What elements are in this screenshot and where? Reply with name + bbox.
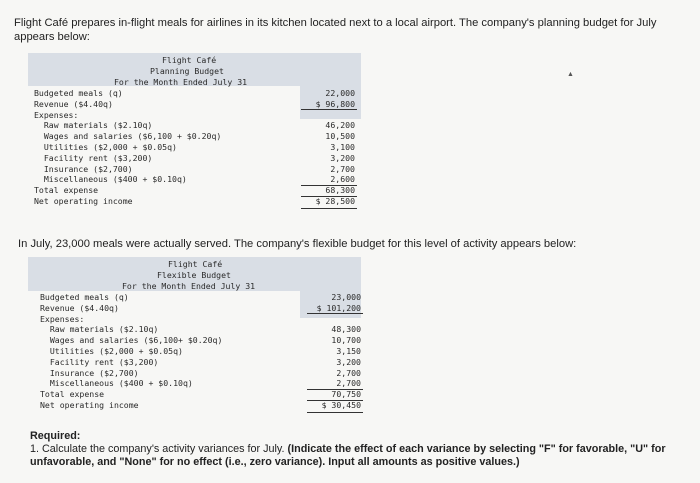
- required-instruction-bold: (Indicate the effect of each variance by selecting "F" for favorable, "U" for unfavorable, and "None" for no effect (i.e., zero variance). Input all amounts as positive values.): [30, 443, 666, 468]
- flexible-row-value: 10,700: [331, 335, 361, 346]
- flexible-row-value: 23,000: [331, 292, 361, 302]
- flexible-subtitle: Flexible Budget: [157, 270, 231, 280]
- planning-row-value: $ 28,500: [315, 196, 355, 206]
- flexible-row-label: Total expense: [40, 389, 105, 400]
- required-section: [30, 430, 680, 469]
- planning-row-value: 68,300: [325, 185, 355, 196]
- flexible-row-value: $ 30,450: [321, 400, 361, 410]
- planning-row-value: $ 96,800: [315, 98, 355, 109]
- planning-row-label: Wages and salaries ($6,100 + $0.20q): [34, 131, 222, 142]
- flexible-row-value: 48,300: [331, 324, 361, 335]
- flexible-total-rule: [307, 313, 363, 314]
- planning-double-rule: [301, 208, 357, 209]
- required-heading: Required:: [30, 430, 81, 442]
- planning-row-label: Net operating income: [34, 196, 133, 206]
- planning-row-value: 3,200: [330, 152, 355, 163]
- flexible-row-value: 2,700: [336, 378, 361, 389]
- planning-row-label: Raw materials ($2.10q): [34, 120, 153, 131]
- planning-total-rule: [301, 109, 357, 110]
- planning-row-label: Expenses:: [34, 109, 79, 120]
- flexible-row-value: 2,700: [336, 367, 361, 378]
- planning-row-label: Facility rent ($3,200): [34, 152, 153, 163]
- flexible-row-label: Miscellaneous ($400 + $0.10q): [40, 378, 193, 389]
- flexible-row-label: Expenses:: [40, 313, 85, 324]
- planning-subtitle: Planning Budget: [150, 66, 224, 76]
- flexible-row-value: 3,200: [336, 356, 361, 367]
- planning-period: For the Month Ended July 31: [114, 77, 248, 87]
- planning-row-value: 3,100: [330, 142, 355, 152]
- problem-intro: Flight Café prepares in-flight meals for airlines in its kitchen located next to a local airport. The company's planning budget for July appears below:: [14, 17, 657, 43]
- flexible-double-rule: [307, 412, 363, 413]
- required-instruction: 1. Calculate the company's activity variances for July.: [30, 443, 288, 455]
- planning-row-label: Revenue ($4.40q): [34, 98, 113, 109]
- flexible-row-value: $ 101,200: [316, 302, 361, 313]
- planning-row-value: 2,700: [330, 163, 355, 174]
- planning-title: Flight Café: [162, 55, 217, 65]
- flexible-intro: In July, 23,000 meals were actually served. The company's flexible budget for this level of activity appears below:: [18, 238, 577, 250]
- flexible-title: Flight Café: [168, 259, 223, 269]
- cursor-mark: ▲: [567, 71, 574, 78]
- flexible-period: For the Month Ended July 31: [122, 281, 256, 291]
- planning-row-value: 46,200: [325, 120, 355, 131]
- planning-row-label: Budgeted meals (q): [34, 88, 123, 98]
- flexible-row-label: Facility rent ($3,200): [40, 356, 159, 367]
- planning-row-value: 22,000: [325, 88, 355, 98]
- planning-row-value: 10,500: [325, 131, 355, 142]
- planning-row-label: Utilities ($2,000 + $0.05q): [34, 142, 177, 152]
- flexible-row-label: Utilities ($2,000 + $0.05q): [40, 346, 183, 356]
- flexible-row-label: Wages and salaries ($6,100+ $0.20q): [40, 335, 223, 346]
- planning-row-label: Total expense: [34, 185, 99, 196]
- flexible-row-value: 3,150: [336, 346, 361, 356]
- flexible-row-label: Net operating income: [40, 400, 139, 410]
- flexible-row-label: Budgeted meals (q): [40, 292, 129, 302]
- flexible-row-label: Raw materials ($2.10q): [40, 324, 159, 335]
- flexible-row-value: 70,750: [331, 389, 361, 400]
- flexible-row-label: Insurance ($2,700): [40, 367, 139, 378]
- planning-row-label: Miscellaneous ($400 + $0.10q): [34, 174, 187, 185]
- planning-row-value: 2,600: [330, 174, 355, 185]
- flexible-row-label: Revenue ($4.40q): [40, 302, 119, 313]
- planning-row-label: Insurance ($2,700): [34, 163, 133, 174]
